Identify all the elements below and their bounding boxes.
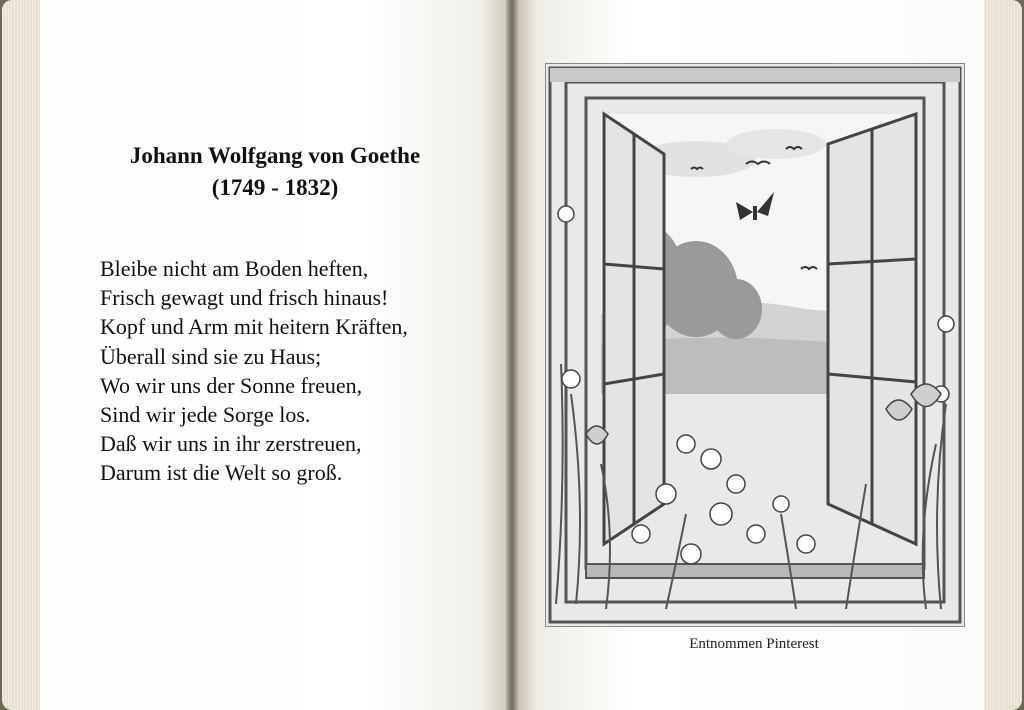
open-window-drawing bbox=[546, 64, 964, 626]
image-caption: Entnommen Pinterest bbox=[689, 636, 819, 652]
book-spine bbox=[506, 0, 518, 710]
poem-line: Daß wir uns in ihr zerstreuen, bbox=[100, 431, 362, 457]
poem-line: Darum ist die Welt so groß. bbox=[100, 460, 343, 486]
poem-line: Kopf und Arm mit heitern Kräften, bbox=[100, 314, 408, 340]
poem-line: Wo wir uns der Sonne freuen, bbox=[100, 372, 363, 398]
poem-line: Bleibe nicht am Boden heften, bbox=[100, 256, 369, 281]
poem-line: Frisch gewagt und frisch hinaus! bbox=[100, 285, 389, 311]
poem-line: Überall sind sie zu Haus; bbox=[100, 343, 322, 369]
page-stack-right bbox=[982, 0, 1022, 710]
author-name: Johann Wolfgang von Goethe bbox=[129, 143, 421, 168]
window-illustration bbox=[545, 63, 965, 627]
poem-line: Sind wir jede Sorge los. bbox=[100, 402, 311, 428]
author-years: (1749 - 1832) bbox=[211, 175, 339, 200]
poem-title bbox=[100, 140, 450, 204]
poem-text bbox=[100, 254, 500, 488]
